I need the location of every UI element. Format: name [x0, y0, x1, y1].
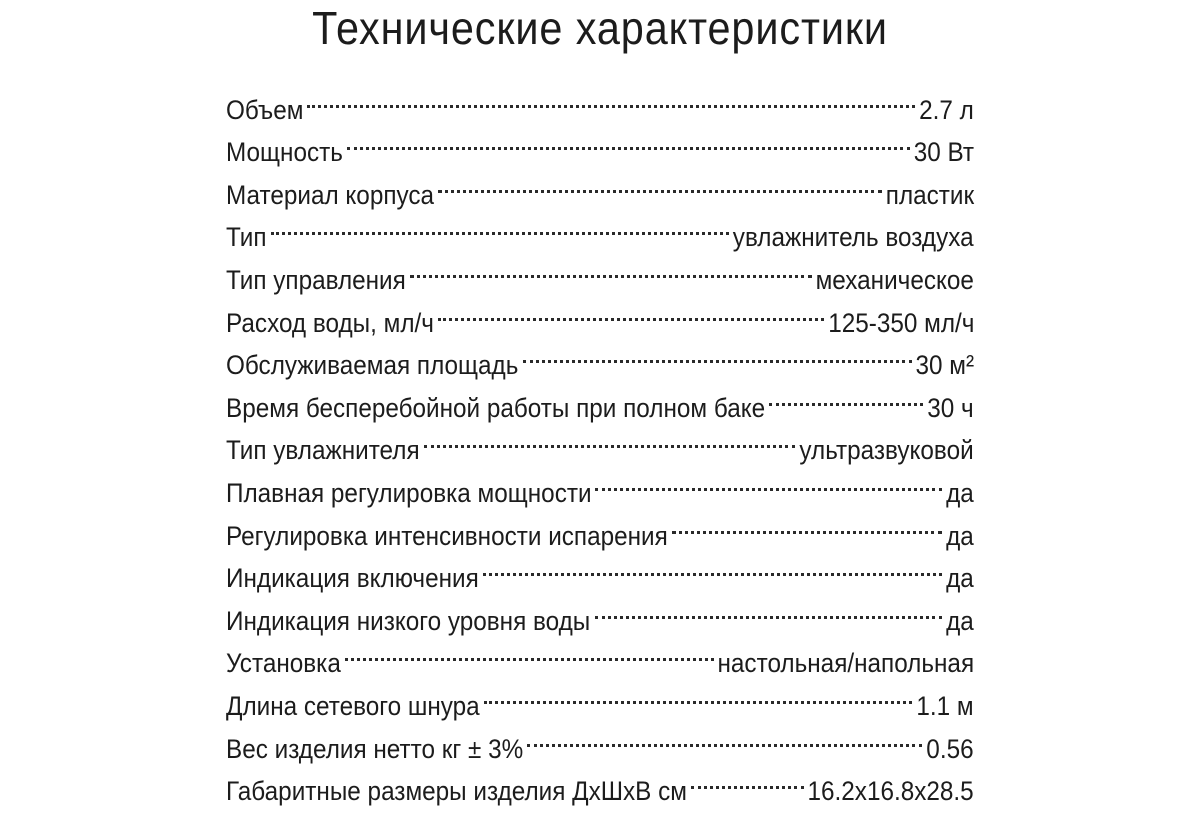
- dotted-leader: [595, 587, 943, 630]
- spec-value: 125-350 мл/ч: [828, 307, 975, 338]
- spec-row-power: [226, 119, 975, 168]
- spec-label: Материал корпуса: [226, 179, 435, 210]
- spec-value: да: [946, 520, 974, 551]
- spec-value: да: [946, 605, 974, 636]
- spec-row-volume: [226, 76, 974, 125]
- spec-label: Обслуживаемая площадь: [226, 350, 519, 381]
- dotted-leader: [523, 332, 912, 375]
- spec-label: Длина сетевого шнура: [226, 690, 480, 721]
- dotted-leader: [769, 374, 923, 417]
- dotted-leader: [271, 204, 729, 247]
- dotted-leader: [691, 758, 804, 801]
- dotted-leader: [527, 715, 922, 758]
- spec-label: Индикация включения: [226, 563, 479, 594]
- spec-row-type: [226, 204, 974, 253]
- spec-value: ультразвуковой: [799, 435, 974, 466]
- spec-value: 0.56: [926, 733, 974, 764]
- spec-label: Регулировка интенсивности испарения: [226, 520, 668, 551]
- dotted-leader: [595, 459, 942, 502]
- dotted-leader: [438, 161, 882, 204]
- spec-value: механическое: [815, 264, 974, 295]
- spec-list: [226, 76, 975, 807]
- spec-value: 30 ч: [927, 392, 974, 423]
- dotted-leader: [307, 76, 915, 119]
- spec-value: да: [946, 477, 974, 508]
- dotted-leader: [424, 417, 796, 460]
- spec-value: настольная/напольная: [717, 648, 975, 679]
- spec-label: Плавная регулировка мощности: [226, 477, 592, 508]
- spec-value: 30 Вт: [913, 137, 975, 168]
- spec-label: Установка: [226, 648, 341, 679]
- spec-label: Мощность: [226, 137, 343, 168]
- spec-label: Тип управления: [226, 264, 406, 295]
- spec-value: пластик: [885, 179, 975, 210]
- spec-value: 2.7 л: [919, 94, 974, 125]
- dotted-leader: [483, 545, 942, 588]
- spec-value: 1.1 м: [916, 690, 974, 721]
- spec-label: Тип: [226, 222, 267, 253]
- dotted-leader: [484, 672, 913, 715]
- spec-label: Тип увлажнителя: [226, 435, 420, 466]
- spec-value: увлажнитель воздуха: [732, 222, 974, 253]
- dotted-leader: [438, 289, 824, 332]
- spec-label: Габаритные размеры изделия ДхШхВ см: [226, 776, 687, 807]
- dotted-leader: [672, 502, 942, 545]
- dotted-leader: [347, 119, 910, 162]
- spec-value: 30 м²: [915, 350, 975, 381]
- spec-label: Вес изделия нетто кг ± 3%: [226, 733, 524, 764]
- spec-label: Время бесперебойной работы при полном баке: [226, 392, 766, 423]
- dotted-leader: [345, 630, 713, 673]
- spec-label: Расход воды, мл/ч: [226, 307, 434, 338]
- dotted-leader: [410, 246, 812, 289]
- page-title: Технические характеристики: [312, 2, 888, 54]
- spec-label: Объем: [226, 94, 304, 125]
- spec-value: да: [946, 563, 974, 594]
- spec-label: Индикация низкого уровня воды: [226, 605, 591, 636]
- spec-value: 16.2x16.8x28.5: [807, 776, 974, 807]
